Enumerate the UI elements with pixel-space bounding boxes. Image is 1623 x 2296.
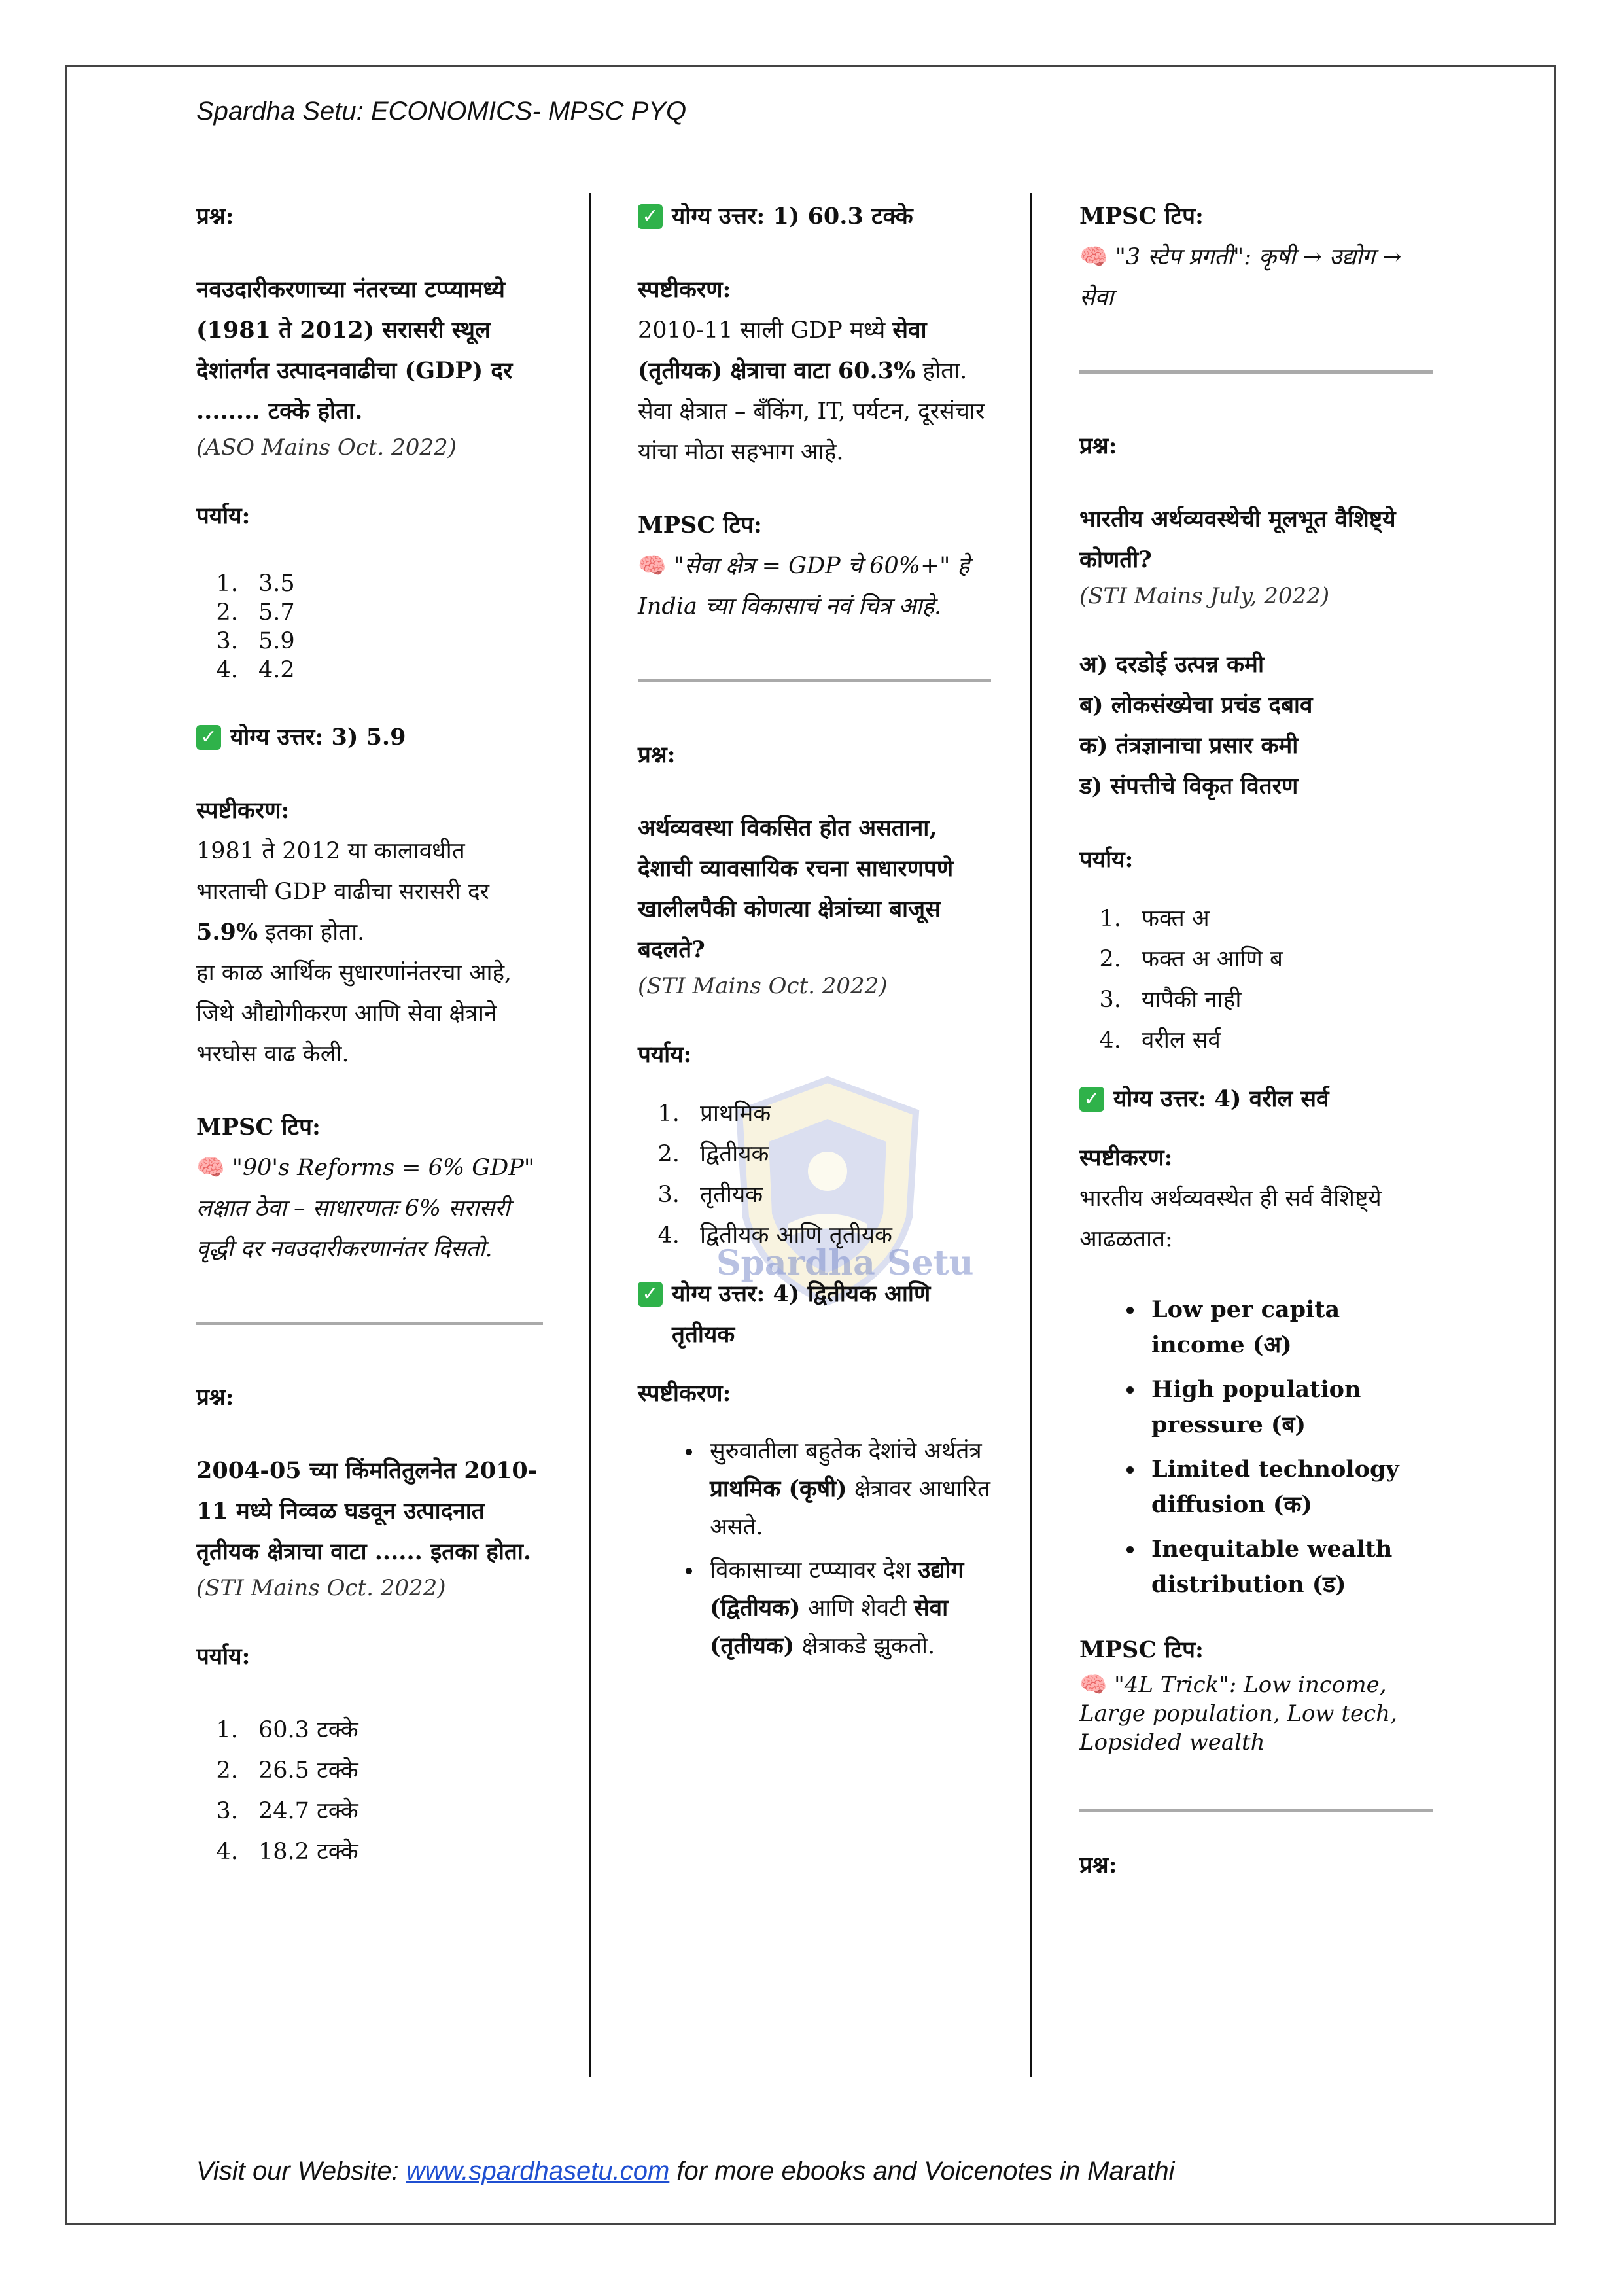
- checkmark-icon: ✓: [638, 1282, 663, 1307]
- tip-label: MPSC टिप:: [638, 512, 762, 539]
- option-item: 1. फक्त अ: [1128, 898, 1433, 939]
- option-item: 1. 60.3 टक्के: [245, 1710, 543, 1750]
- question-text: भारतीय अर्थव्यवस्थेची मूलभूत वैशिष्ट्ये कोणती?: [1079, 506, 1396, 573]
- option-item: 4. द्वितीयक आणि तृतीयक: [687, 1215, 991, 1256]
- column-3: [1079, 196, 1433, 1886]
- explanation-label: स्पष्टीकरण:: [196, 797, 290, 824]
- question-label: प्रश्न:: [196, 203, 234, 230]
- answer-value: 1) 60.3 टक्के: [773, 203, 913, 230]
- website-link[interactable]: www.spardhasetu.com: [406, 2157, 670, 2185]
- question-source: (STI Mains July, 2022): [1079, 583, 1330, 609]
- statement-item: क) तंत्रज्ञानाचा प्रसार कमी: [1079, 732, 1299, 759]
- answer-label: योग्य उत्तर:: [672, 203, 765, 230]
- brain-icon: 🧠: [638, 553, 667, 579]
- column-1: [196, 196, 543, 1872]
- option-item: 2. 5.7: [245, 598, 543, 627]
- options-label: पर्याय:: [1079, 846, 1134, 873]
- statement-item: अ) दरडोई उत्पन्न कमी: [1079, 651, 1265, 678]
- column-divider: [589, 193, 591, 2077]
- column-divider: [1030, 193, 1032, 2077]
- question-text: 2004-05 च्या किंमतितुलनेत 2010-11 मध्ये निव्वळ घडवून उत्पादनात तृतीयक क्षेत्राचा वाटा ...... इतका होता.: [196, 1457, 538, 1565]
- question-label: प्रश्न:: [196, 1384, 234, 1411]
- answer-label: योग्य उत्तर:: [1113, 1086, 1207, 1112]
- watermark-text: Spardha Setu: [716, 1243, 974, 1283]
- explanation-text: 2010-11 साली GDP मध्ये सेवा (तृतीयक) क्षेत्राचा वाटा 60.3% होता.: [638, 317, 968, 384]
- option-item: 4. 18.2 टक्के: [245, 1831, 543, 1872]
- explanation-bullets: [1079, 1292, 1433, 1602]
- list-item: • विकासाच्या टप्प्यावर देश उद्योग (द्वितीयक) आणि शेवटी सेवा (तृतीयक) क्षेत्राकडे झुकतो.: [703, 1551, 991, 1665]
- list-item: • सुरुवातीला बहुतेक देशांचे अर्थतंत्र प्राथमिक (कृषी) क्षेत्रावर आधारित असते.: [703, 1432, 991, 1546]
- explanation-text: हा काळ आर्थिक सुधारणांनंतरचा आहे, जिथे औद्योगीकरण आणि सेवा क्षेत्राने भरघोस वाढ केली.: [196, 960, 512, 1067]
- tip-label: MPSC टिप:: [1079, 203, 1204, 230]
- brain-icon: 🧠: [1079, 1672, 1108, 1698]
- question-label: प्रश्न:: [1079, 433, 1117, 459]
- correct-answer: [638, 1274, 991, 1355]
- option-item: 1. प्राथमिक: [687, 1093, 991, 1134]
- checkmark-icon: ✓: [196, 725, 221, 750]
- answer-label: योग्य उत्तर:: [230, 724, 324, 751]
- answer-value: 4) वरील सर्व: [1214, 1086, 1329, 1112]
- brain-icon: 🧠: [196, 1155, 225, 1181]
- option-item: 3. यापैकी नाही: [1128, 980, 1433, 1020]
- brain-icon: 🧠: [1079, 244, 1108, 270]
- correct-answer: [638, 196, 991, 237]
- explanation-text: 1981 ते 2012 या कालावधीत भारताची GDP वाढीचा सरासरी दर 5.9% इतका होता.: [196, 838, 489, 945]
- tip-label: MPSC टिप:: [1079, 1636, 1204, 1663]
- correct-answer: [196, 717, 543, 758]
- options-label: पर्याय:: [638, 1041, 692, 1068]
- option-item: 4. वरील सर्व: [1128, 1020, 1433, 1061]
- checkmark-icon: ✓: [1079, 1087, 1104, 1112]
- options-label: पर्याय:: [196, 1643, 251, 1670]
- explanation-label: स्पष्टीकरण:: [1079, 1144, 1173, 1171]
- tip-text: 🧠 "3 स्टेप प्रगती": कृषी → उद्योग → सेवा: [1079, 244, 1402, 311]
- explanation-bullets: [638, 1432, 991, 1665]
- option-item: 2. द्वितीयक: [687, 1134, 991, 1174]
- explanation-label: स्पष्टीकरण:: [638, 276, 731, 303]
- question-text: नवउदारीकरणाच्या नंतरच्या टप्प्यामध्ये (1981 ते 2012) सरासरी स्थूल देशांतर्गत उत्पादनवाढीचा (GDP) दर ........ टक्के होता.: [196, 276, 513, 425]
- question-source: (STI Mains Oct. 2022): [196, 1575, 446, 1601]
- option-item: 3. 24.7 टक्के: [245, 1791, 543, 1831]
- answer-value: 4) द्वितीयक आणि तृतीयक: [672, 1280, 931, 1348]
- question-text: अर्थव्यवस्था विकसित होत असताना, देशाची व्यावसायिक रचना साधारणपणे खालीलपैकी कोणत्या क्षेत्रांच्या बाजूस बदलते?: [638, 815, 954, 963]
- page-footer: Visit our Website: www.spardhasetu.com for more ebooks and Voicenotes in Marathi: [196, 2157, 1175, 2185]
- options-list: [196, 569, 543, 684]
- statement-item: ड) संपत्तीचे विकृत वितरण: [1079, 773, 1299, 800]
- options-list: [638, 1093, 991, 1256]
- options-label: पर्याय:: [196, 503, 251, 529]
- checkmark-icon: ✓: [638, 204, 663, 229]
- list-item: • Low per capita income (अ): [1145, 1292, 1433, 1363]
- statement-item: ब) लोकसंख्येचा प्रचंड दबाव: [1079, 692, 1313, 718]
- list-item: • High population pressure (ब): [1145, 1372, 1433, 1443]
- option-item: 3. तृतीयक: [687, 1174, 991, 1215]
- explanation-text: सेवा क्षेत्रात – बँकिंग, IT, पर्यटन, दूरसंचार यांचा मोठा सहभाग आहे.: [638, 398, 985, 465]
- tip-text: 🧠 "4L Trick": Low income, Large population, Low tech, Lopsided wealth: [1079, 1672, 1397, 1756]
- option-item: 2. फक्त अ आणि ब: [1128, 939, 1433, 980]
- explanation-text: भारतीय अर्थव्यवस्थेत ही सर्व वैशिष्ट्ये आढळतात:: [1079, 1186, 1382, 1252]
- tip-text: 🧠 "सेवा क्षेत्र = GDP चे 60%+" हे India च्या विकासाचं नवं चित्र आहे.: [638, 553, 970, 620]
- question-label: प्रश्न:: [638, 741, 676, 768]
- options-list: [196, 1710, 543, 1872]
- option-item: 1. 3.5: [245, 569, 543, 598]
- option-item: 4. 4.2: [245, 656, 543, 684]
- question-source: (STI Mains Oct. 2022): [638, 973, 888, 999]
- options-list: [1079, 898, 1433, 1061]
- option-item: 2. 26.5 टक्के: [245, 1750, 543, 1791]
- answer-label: योग्य उत्तर:: [672, 1280, 765, 1307]
- tip-text: 🧠 "90's Reforms = 6% GDP" लक्षात ठेवा – साधारणतः 6% सरासरी वृद्धी दर नवउदारीकरणानंतर दिसतो.: [196, 1155, 534, 1262]
- list-item: • Inequitable wealth distribution (ड): [1145, 1532, 1433, 1602]
- explanation-label: स्पष्टीकरण:: [638, 1380, 731, 1407]
- question-label: प्रश्न:: [1079, 1852, 1117, 1879]
- option-item: 3. 5.9: [245, 627, 543, 656]
- column-2: [638, 196, 991, 1670]
- list-item: • Limited technology diffusion (क): [1145, 1452, 1433, 1523]
- tip-label: MPSC टिप:: [196, 1114, 321, 1140]
- page-header: Spardha Setu: ECONOMICS- MPSC PYQ: [196, 97, 687, 126]
- correct-answer: [1079, 1079, 1433, 1120]
- answer-value: 3) 5.9: [331, 724, 406, 751]
- question-source: (ASO Mains Oct. 2022): [196, 434, 457, 461]
